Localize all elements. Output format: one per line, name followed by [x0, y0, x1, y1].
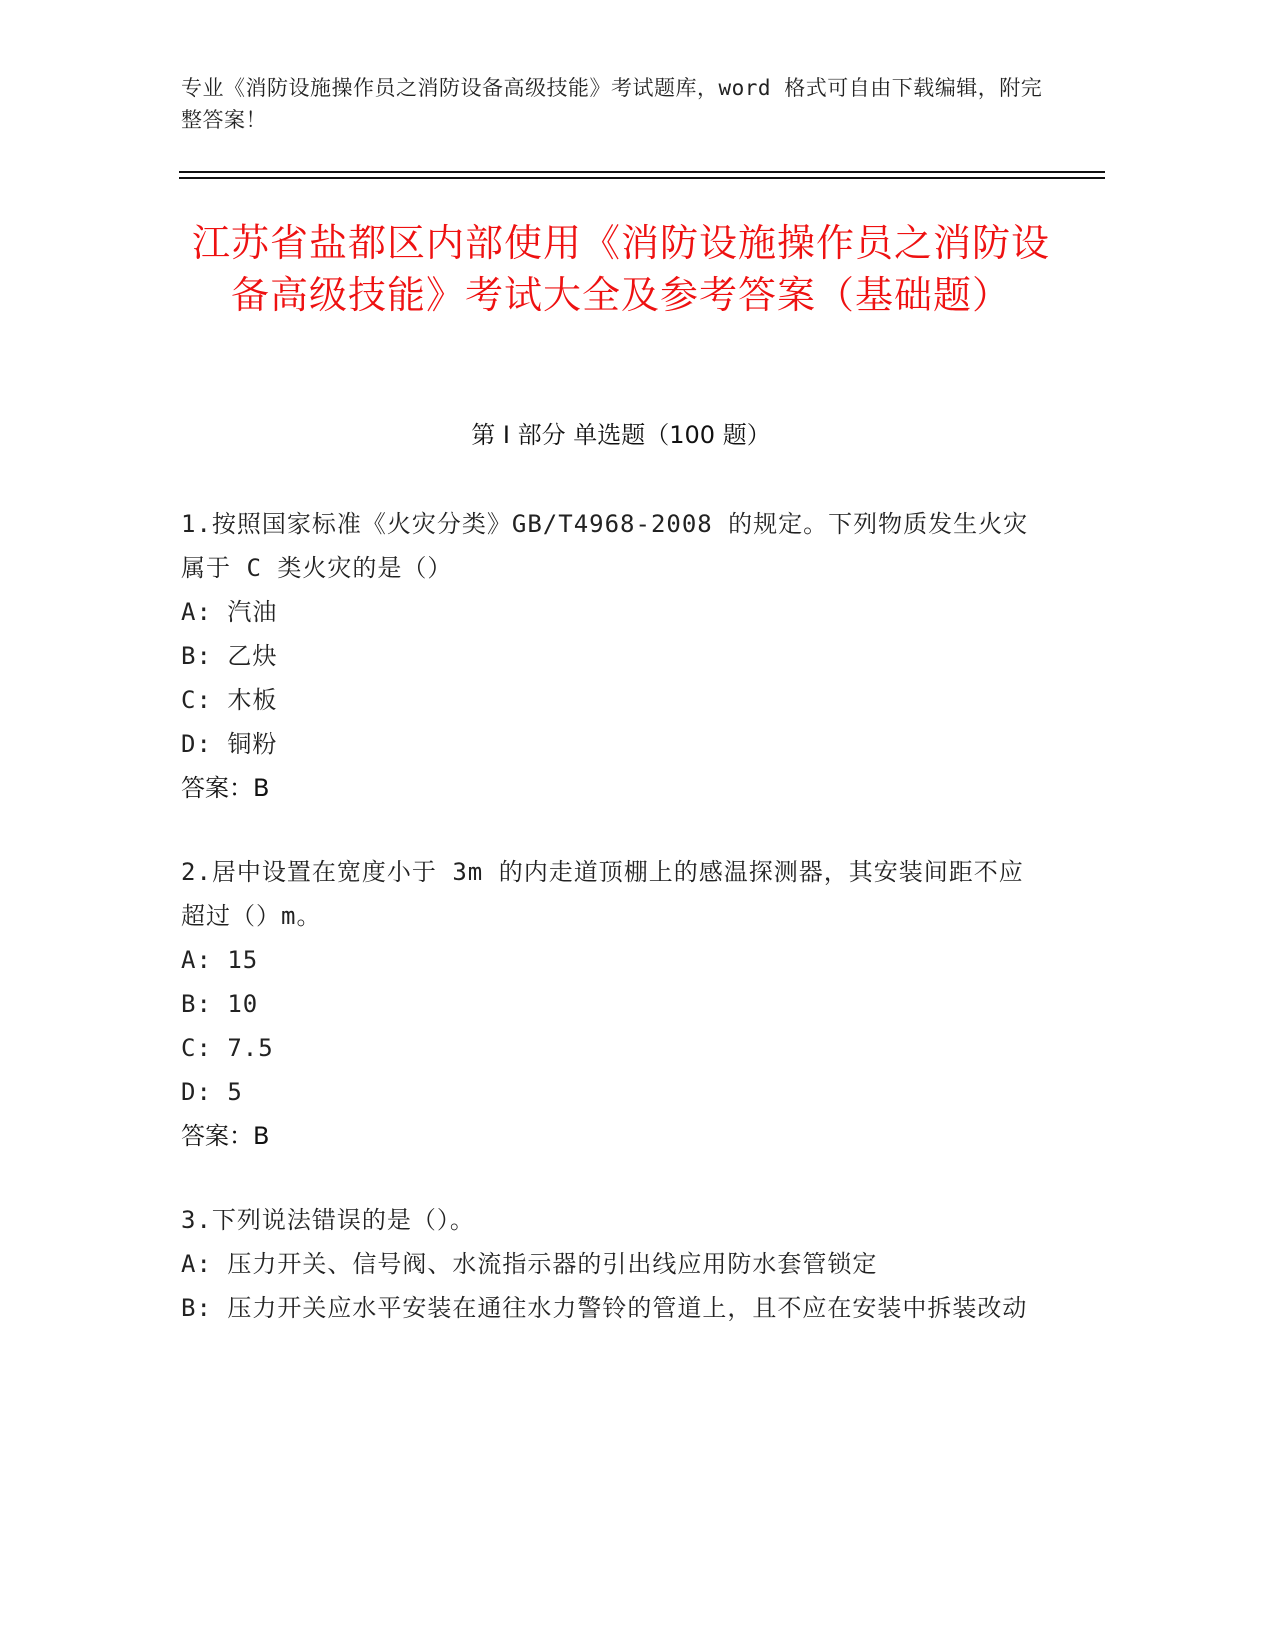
option-b: B: 乙炔	[181, 642, 278, 670]
option-d: D: 5	[181, 1078, 243, 1106]
section-heading: 第 I 部分 单选题（100 题）	[471, 421, 771, 449]
answer: 答案：B	[181, 774, 270, 802]
option-a: A: 汽油	[181, 598, 278, 626]
question-2	[181, 850, 1031, 1158]
option-c: C: 木板	[181, 686, 278, 714]
question-stem: 2.居中设置在宽度小于 3m 的内走道顶棚上的感温探测器，其安装间距不应超过（）m。	[181, 858, 1024, 930]
document-title: 江苏省盐都区内部使用《消防设施操作员之消防设备高级技能》考试大全及参考答案（基础题）	[191, 221, 1050, 317]
question-stem: 3.下列说法错误的是（）。	[181, 1206, 475, 1234]
option-b: B: 压力开关应水平安装在通往水力警铃的管道上，且不应在安装中拆装改动	[181, 1294, 1028, 1322]
question-1	[181, 502, 1031, 810]
option-a: A: 压力开关、信号阀、水流指示器的引出线应用防水套管锁定	[181, 1250, 878, 1278]
option-c: C: 7.5	[181, 1034, 274, 1062]
option-b: B: 10	[181, 990, 259, 1018]
option-d: D: 铜粉	[181, 730, 278, 758]
header-divider-bottom	[179, 177, 1105, 179]
question-3	[181, 1198, 1031, 1330]
header-divider-top	[179, 171, 1105, 173]
answer: 答案：B	[181, 1122, 270, 1150]
question-stem: 1.按照国家标准《火灾分类》GB/T4968-2008 的规定。下列物质发生火灾属于 C 类火灾的是（）	[181, 510, 1029, 582]
header-note: 专业《消防设施操作员之消防设备高级技能》考试题库，word 格式可自由下载编辑，附完整答案！	[181, 76, 1043, 132]
option-a: A: 15	[181, 946, 259, 974]
